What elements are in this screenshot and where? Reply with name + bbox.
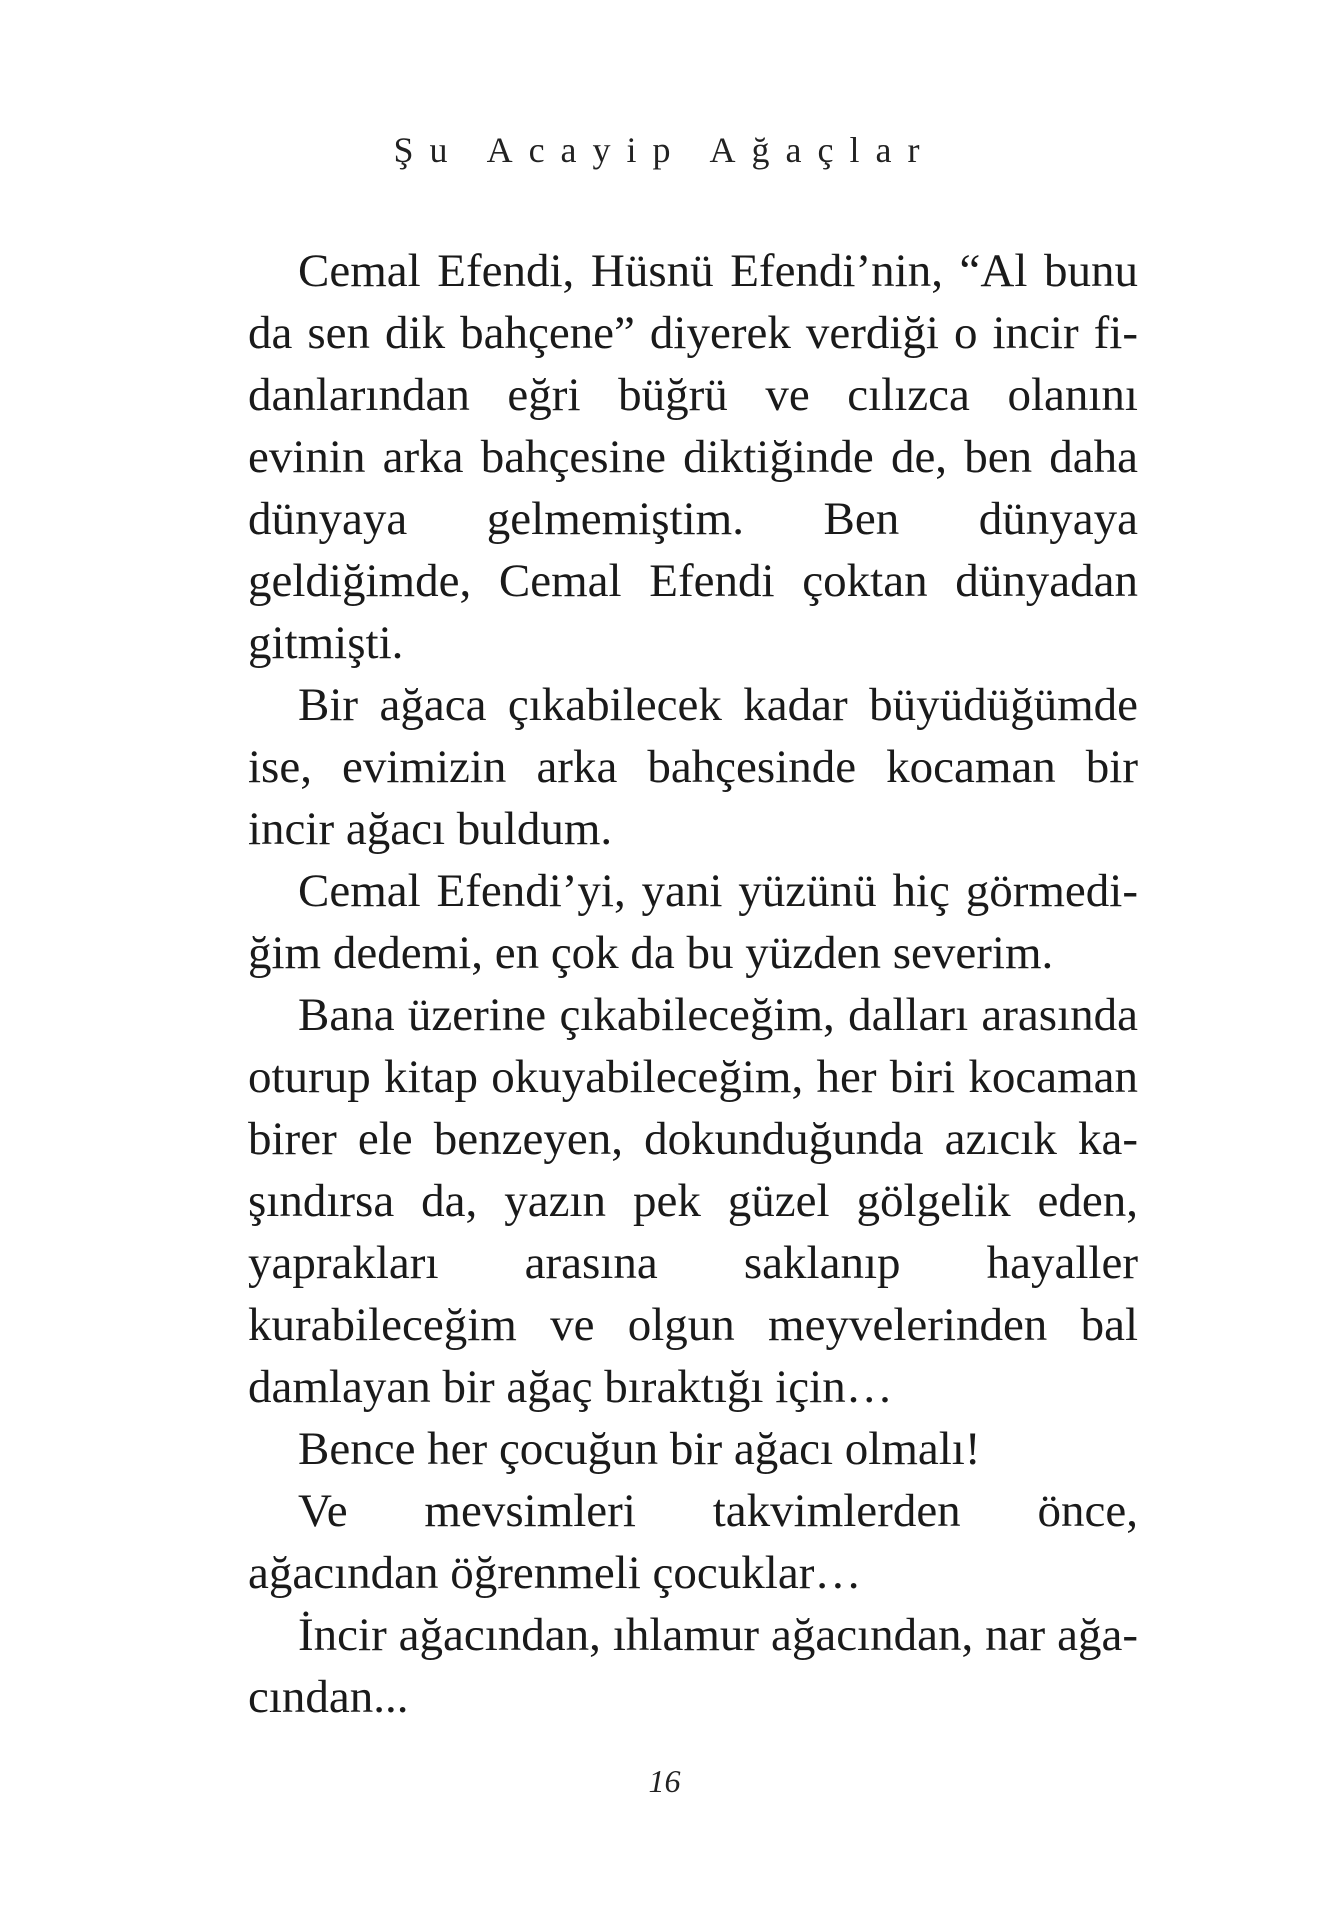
page-number: 16 — [648, 1763, 681, 1799]
paragraph: Cemal Efendi, Hüsnü Efendi’nin, “Al bunu da sen dik bahçene” diyerek verdiği o incir fidanlarından eğri büğrü ve cılızca olanını evinin arka bahçesine diktiğinde de, ben daha dünyaya gelmemiştim. Ben dünyaya geldiğimde, Cemal Efendi çoktan dünyadan gitmişti. — [248, 245, 1138, 669]
paragraph: Ve mevsimleri takvimlerden önce, ağacından öğrenmeli çocuklar… — [248, 1485, 1138, 1599]
paragraph: Cemal Efendi’yi, yani yüzünü hiç görmediğim dedemi, en çok da bu yüzden severim. — [248, 865, 1138, 979]
paragraph: Bir ağaca çıkabilecek kadar büyüdüğümde ise, evimizin arka bahçesinde kocaman bir incir ağacı buldum. — [248, 679, 1138, 855]
paragraph: İncir ağacından, ıhlamur ağacından, nar ağacından... — [248, 1609, 1138, 1723]
body-text — [248, 240, 1138, 1728]
running-header-title: Şu Acayip Ağaçlar — [393, 130, 936, 170]
paragraph: Bence her çocuğun bir ağacı olmalı! — [298, 1423, 981, 1475]
paragraph: Bana üzerine çıkabileceğim, dalları arasında oturup kitap okuyabileceğim, her biri kocaman birer ele benzeyen, dokunduğunda azıcık kaşındırsa da, yazın pek güzel gölgelik eden, yaprakları arasına saklanıp hayaller kurabileceğim ve olgun meyvelerinden bal damlayan bir ağaç bıraktığı için… — [248, 989, 1138, 1413]
